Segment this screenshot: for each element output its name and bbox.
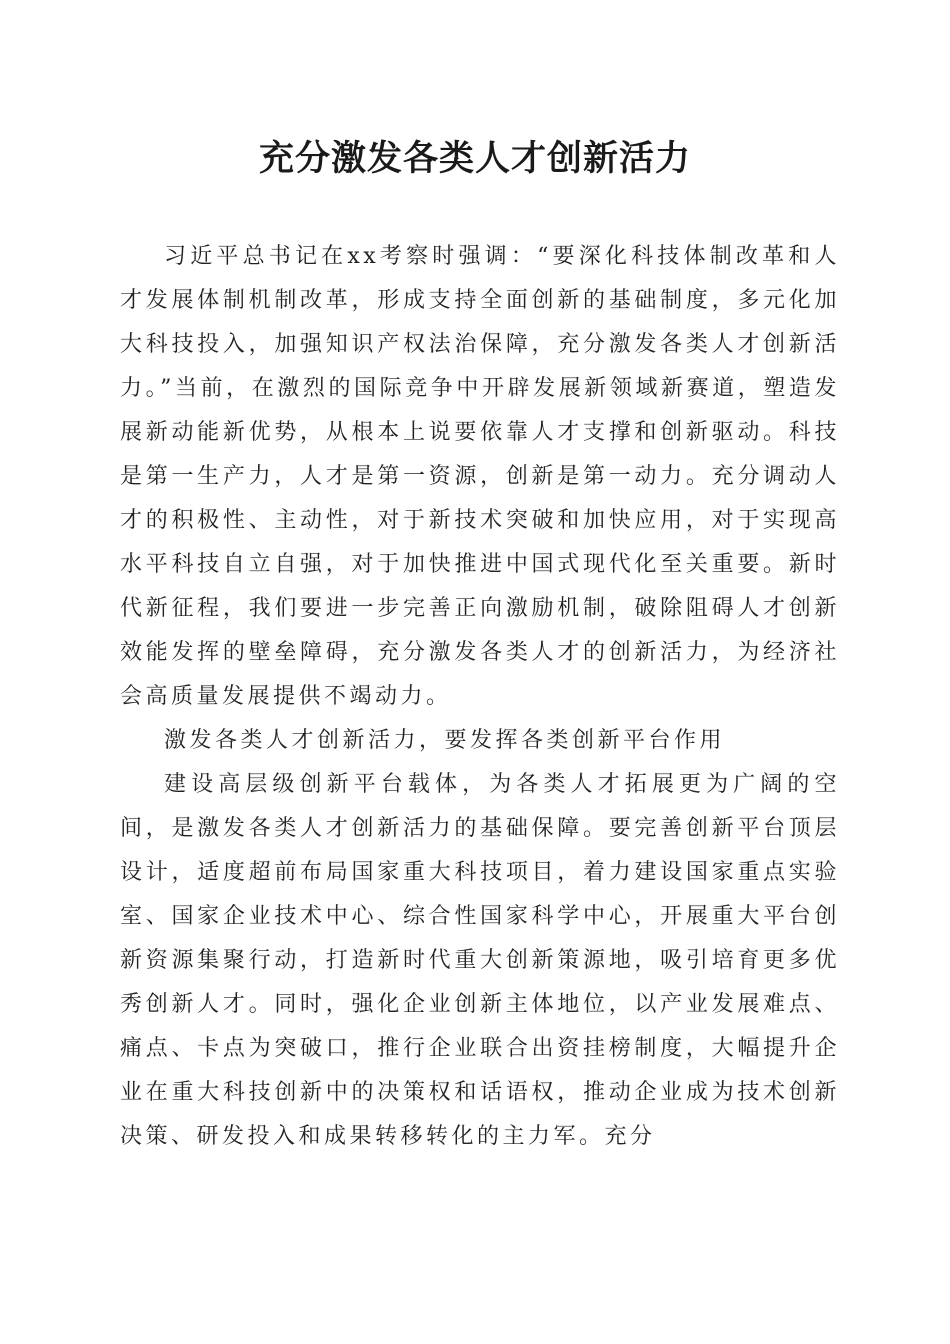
section-paragraph: 建设高层级创新平台载体，为各类人才拓展更为广阔的空间，是激发各类人才创新活力的基础保障。要完善创新平台顶层设计，适度超前布局国家重大科技项目，着力建设国家重点实验室、国家企业技术中心、综合性国家科学中心，开展重大平台创新资源集聚行动，打造新时代重大创新策源地，吸引培育更多优秀创新人才。同时，强化企业创新主体地位，以产业发展难点、痛点、卡点为突破口，推行企业联合出资挂榜制度，大幅提升企业在重大科技创新中的决策权和话语权，推动企业成为技术创新决策、研发投入和成果转移转化的主力军。充分 [120, 772, 840, 1149]
document-body [120, 235, 840, 1159]
intro-paragraph: 习近平总书记在xx考察时强调：“要深化科技体制改革和人才发展体制机制改革，形成支持全面创新的基础制度，多元化加大科技投入，加强知识产权法治保障，充分激发各类人才创新活力。”当前，在激烈的国际竞争中开辟发展新领域新赛道，塑造发展新动能新优势，从根本上说要依靠人才支撑和创新驱动。科技是第一生产力，人才是第一资源，创新是第一动力。充分调动人才的积极性、主动性，对于新技术突破和加快应用，对于实现高水平科技自立自强，对于加快推进中国式现代化至关重要。新时代新征程，我们要进一步完善正向激励机制，破除阻碍人才创新效能发挥的壁垒障碍，充分激发各类人才的创新活力，为经济社会高质量发展提供不竭动力。 [120, 244, 840, 709]
section-heading: 激发各类人才创新活力，要发挥各类创新平台作用 [164, 728, 726, 753]
document-title: 充分激发各类人才创新活力 [258, 138, 691, 179]
